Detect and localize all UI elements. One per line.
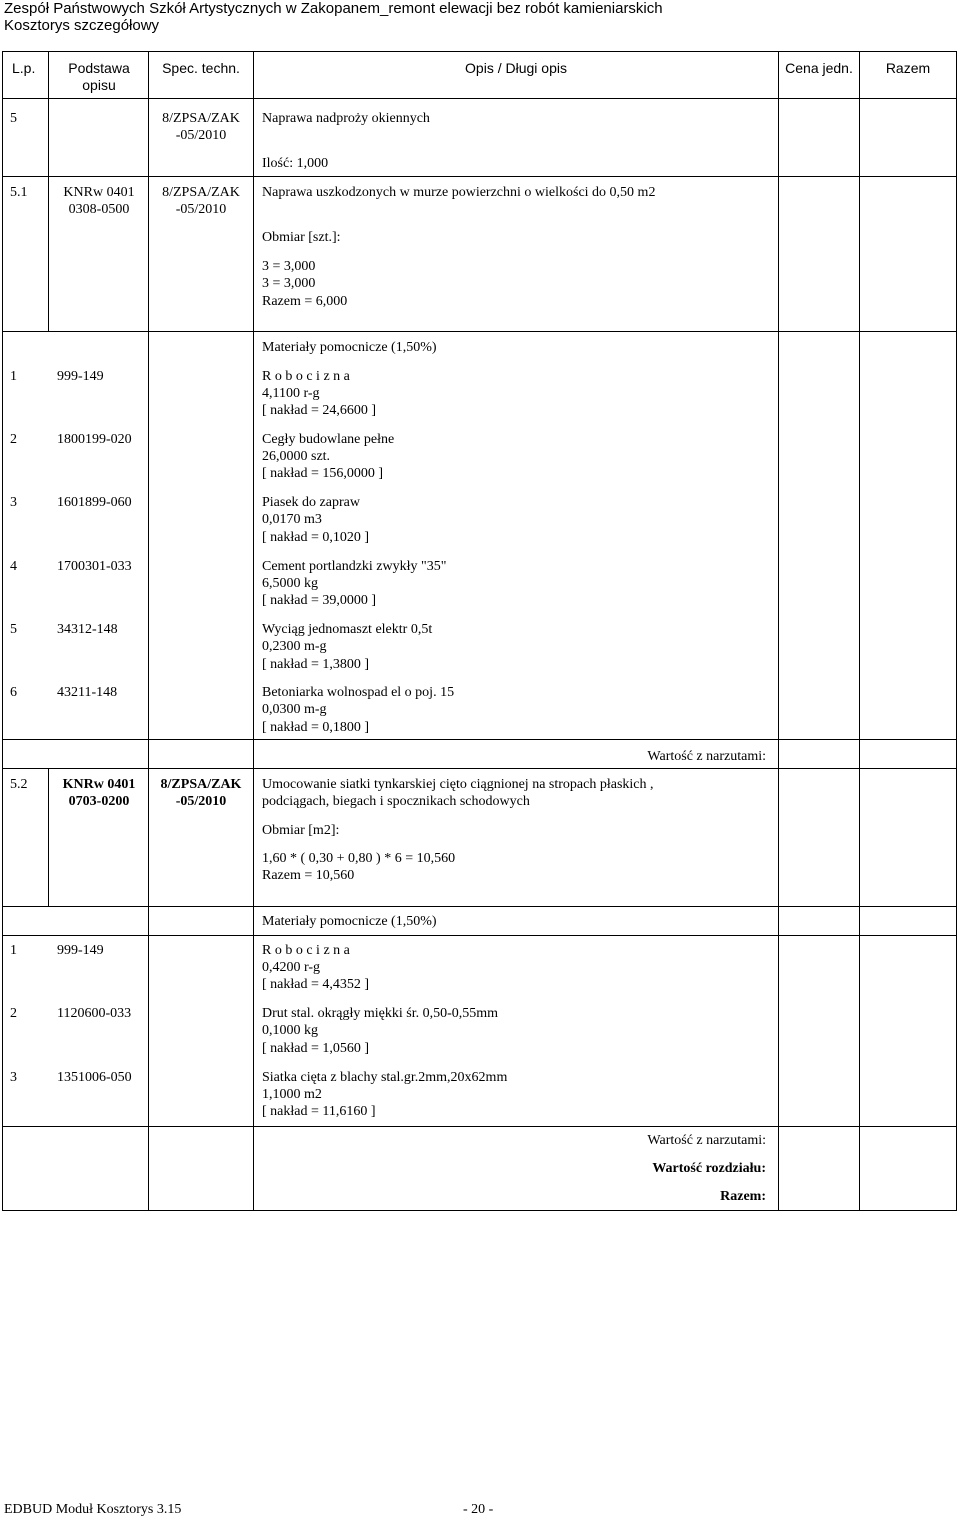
page-number: - 20 - [463, 1502, 494, 1517]
table-right-border [956, 51, 957, 1211]
resource-number: 2 [10, 432, 17, 447]
resource-code: 1351006-050 [57, 1070, 132, 1085]
resource-code: 1601899-060 [57, 495, 132, 510]
item2-code-2: 0703-0200 [68, 794, 130, 809]
resource-naklad: [ nakład = 0,1800 ] [262, 720, 370, 735]
item2-materials-note: Materiały pomocnicze (1,50%) [262, 914, 437, 929]
item1-calc-total: Razem = 6,000 [262, 294, 348, 309]
section-spec: 8/ZPSA/ZAK [162, 111, 240, 126]
resource-code: 1120600-033 [57, 1006, 132, 1021]
item1-calc: 3 = 3,000 [262, 259, 316, 274]
resource-name: Betoniarka wolnospad el o poj. 15 [262, 685, 455, 700]
item1-calc: 3 = 3,000 [262, 276, 316, 291]
resource-code: 43211-148 [57, 685, 118, 700]
row-separator [2, 935, 957, 936]
resource-name: Cement portlandzki zwykły "35" [262, 559, 447, 574]
resource-naklad: [ nakład = 156,0000 ] [262, 466, 384, 481]
item2-calc-total: Razem = 10,560 [262, 868, 355, 883]
chapter-value: Wartość rozdziału: [652, 1161, 766, 1176]
item2-code: KNRw 0401 [62, 777, 136, 792]
item1-spec-2: -05/2010 [175, 202, 227, 217]
row-separator [2, 176, 957, 177]
resource-name: Drut stal. okrągły miękki śr. 0,50-0,55mm [262, 1006, 499, 1021]
resource-code: 34312-148 [57, 622, 118, 637]
col-header-podstawa-2: opisu [82, 77, 116, 93]
resource-name: Cegły budowlane pełne [262, 432, 395, 447]
resource-code: 1800199-020 [57, 432, 132, 447]
resource-naklad: [ nakład = 39,0000 ] [262, 593, 377, 608]
col-header-lp: L.p. [12, 60, 36, 76]
resource-number: 4 [10, 559, 17, 574]
item1-code-2: 0308-0500 [68, 202, 130, 217]
resource-name: R o b o c i z n a [262, 943, 350, 958]
item1-lp: 5.1 [10, 185, 28, 200]
resource-number: 1 [10, 943, 17, 958]
item1-value-with-markups: Wartość z narzutami: [647, 749, 766, 764]
col-header-opis: Opis / Długi opis [465, 60, 567, 76]
section-lp: 5 [10, 111, 17, 126]
resource-name: Wyciąg jednomaszt elektr 0,5t [262, 622, 433, 637]
document-subtitle: Kosztorys szczegółowy [4, 17, 160, 34]
resource-quantity: 0,4200 r-g [262, 960, 321, 975]
item1-obmiar: Obmiar [szt.]: [262, 230, 341, 245]
resource-quantity: 4,1100 r-g [262, 386, 320, 401]
document-title: Zespół Państwowych Szkół Artystycznych w Zakopanem_remont elewacji bez robót kamieniarskich [4, 0, 663, 17]
footer-software: EDBUD Moduł Kosztorys 3.15 [4, 1502, 182, 1517]
col-line [253, 51, 254, 1211]
table-bottom-border [2, 1210, 957, 1211]
resource-quantity: 6,5000 kg [262, 576, 318, 591]
row-separator [2, 331, 957, 332]
resource-naklad: [ nakład = 4,4352 ] [262, 977, 370, 992]
resource-code: 1700301-033 [57, 559, 132, 574]
row-separator [2, 1126, 957, 1127]
resource-name: Siatka cięta z blachy stal.gr.2mm,20x62mm [262, 1070, 508, 1085]
header-bottom-border [2, 98, 957, 99]
item1-code: KNRw 0401 [63, 185, 135, 200]
resource-code: 999-149 [57, 369, 104, 384]
item2-value-with-markups: Wartość z narzutami: [647, 1133, 766, 1148]
resource-number: 5 [10, 622, 17, 637]
col-line [148, 51, 149, 1211]
item2-obmiar: Obmiar [m2]: [262, 823, 340, 838]
resource-name: Piasek do zapraw [262, 495, 360, 510]
resource-naklad: [ nakład = 11,6160 ] [262, 1104, 376, 1119]
item2-calc: 1,60 * ( 0,30 + 0,80 ) * 6 = 10,560 [262, 851, 456, 866]
resource-number: 6 [10, 685, 17, 700]
resource-name: R o b o c i z n a [262, 369, 350, 384]
resource-naklad: [ nakład = 1,0560 ] [262, 1041, 370, 1056]
resource-quantity: 0,1000 kg [262, 1023, 318, 1038]
item1-materials-note: Materiały pomocnicze (1,50%) [262, 340, 437, 355]
resource-naklad: [ nakład = 24,6600 ] [262, 403, 377, 418]
row-separator [2, 768, 957, 769]
item1-spec: 8/ZPSA/ZAK [162, 185, 240, 200]
item2-spec-2: -05/2010 [175, 794, 227, 809]
col-header-razem: Razem [885, 60, 931, 76]
resource-naklad: [ nakład = 1,3800 ] [262, 657, 370, 672]
resource-quantity: 0,0300 m-g [262, 702, 327, 717]
row-separator [2, 739, 957, 740]
table-left-border [2, 51, 3, 1211]
item2-lp: 5.2 [10, 777, 28, 792]
item2-spec: 8/ZPSA/ZAK [160, 777, 242, 792]
resource-quantity: 1,1000 m2 [262, 1087, 322, 1102]
row-separator [2, 906, 957, 907]
resource-naklad: [ nakład = 0,1020 ] [262, 530, 370, 545]
resource-code: 999-149 [57, 943, 104, 958]
col-header-podstawa: Podstawa [68, 60, 130, 76]
resource-number: 2 [10, 1006, 17, 1021]
total-label: Razem: [720, 1189, 766, 1204]
item2-description: Umocowanie siatki tynkarskiej cięto ciągnionej na stropach płaskich , [262, 777, 654, 792]
col-header-spec: Spec. techn. [162, 60, 240, 76]
section-quantity: Ilość: 1,000 [262, 156, 329, 171]
resource-quantity: 0,0170 m3 [262, 512, 322, 527]
resource-number: 3 [10, 1070, 17, 1085]
item1-description: Naprawa uszkodzonych w murze powierzchni o wielkości do 0,50 m2 [262, 185, 656, 200]
col-header-cena: Cena jedn. [785, 60, 853, 76]
section-spec-2: -05/2010 [175, 128, 227, 143]
resource-quantity: 0,2300 m-g [262, 639, 327, 654]
resource-number: 1 [10, 369, 17, 384]
resource-number: 3 [10, 495, 17, 510]
resource-quantity: 26,0000 szt. [262, 449, 331, 464]
col-line [778, 51, 779, 1211]
col-line [859, 51, 860, 1211]
table-top-border [2, 51, 957, 52]
section-title: Naprawa nadproży okiennych [262, 111, 430, 126]
item2-description-2: podciągach, biegach i spocznikach schodowych [262, 794, 530, 809]
